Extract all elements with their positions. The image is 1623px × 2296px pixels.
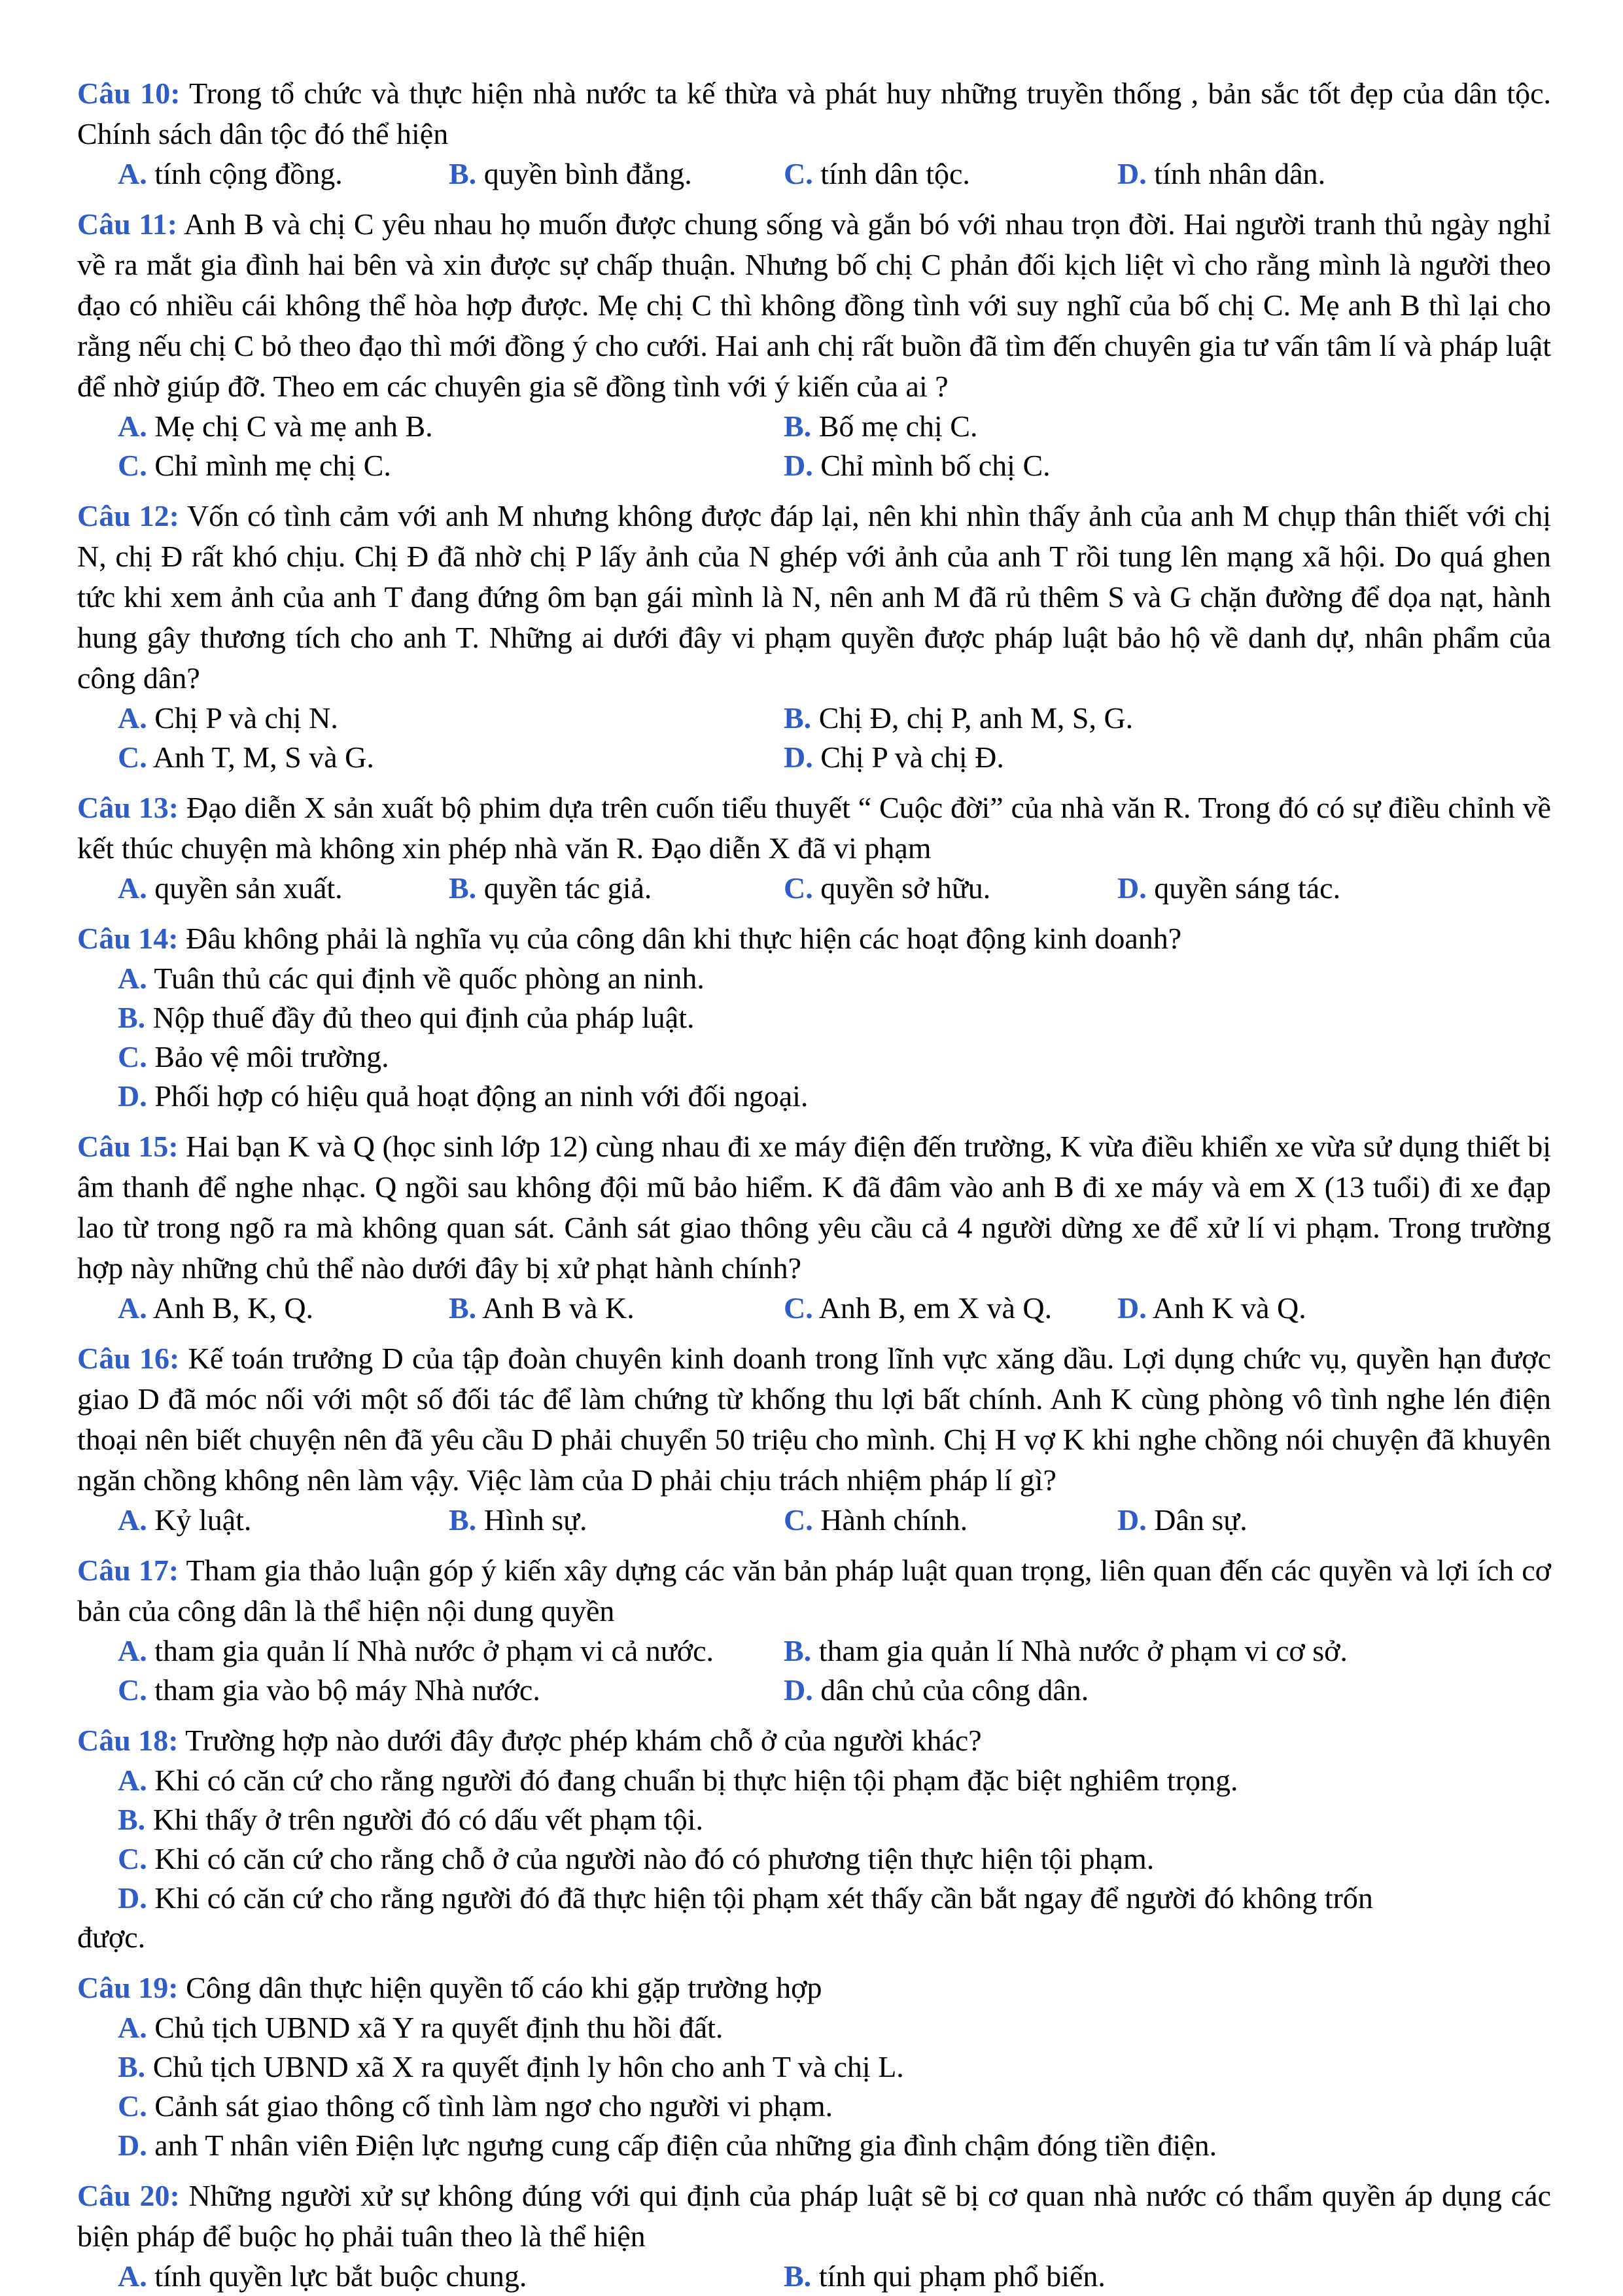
option-text: Chị Đ, chị P, anh M, S, G.: [811, 701, 1134, 735]
option-d[interactable]: [1117, 154, 1444, 194]
option-b[interactable]: [784, 2257, 1536, 2296]
question-label: Câu 18:: [77, 1724, 179, 1757]
option-b[interactable]: [77, 998, 695, 1037]
option-a[interactable]: [77, 1761, 1238, 1800]
option-text: Anh B, K, Q.: [147, 1291, 314, 1325]
option-text: tính qui phạm phổ biến.: [811, 2259, 1106, 2293]
option-a[interactable]: [77, 1631, 784, 1671]
option-letter: C.: [118, 1040, 147, 1073]
option-a[interactable]: [77, 154, 449, 194]
question-stem: [77, 2176, 1551, 2257]
question-label: Câu 11:: [77, 207, 178, 241]
option-text: Anh K và Q.: [1146, 1291, 1306, 1325]
option-a[interactable]: [77, 2008, 723, 2047]
question-18: [77, 1720, 1551, 1957]
question-19: [77, 1968, 1551, 2165]
option-text: Hình sự.: [476, 1503, 587, 1537]
options-row: [77, 1501, 1551, 1540]
question-text: Công dân thực hiện quyền tố cáo khi gặp trường hợp: [178, 1971, 822, 2004]
options-row: [77, 699, 1551, 738]
option-letter: B.: [784, 1634, 812, 1667]
option-text: Anh T, M, S và G.: [147, 740, 374, 774]
question-text: Những người xử sự không đúng với qui định của pháp luật sẽ bị cơ quan nhà nước có thẩm quyền áp dụng các biện pháp để buộc họ phải tuân theo là thể hiện: [77, 2179, 1551, 2253]
option-letter: D.: [118, 2129, 147, 2162]
option-text: Bảo vệ môi trường.: [147, 1040, 389, 1073]
option-letter: C.: [784, 157, 813, 190]
option-letter: D.: [1117, 871, 1147, 905]
option-letter: B.: [449, 871, 477, 905]
option-letter: A.: [118, 1634, 147, 1667]
option-text: quyền sở hữu.: [812, 871, 991, 905]
option-d[interactable]: [1117, 1501, 1444, 1540]
option-c[interactable]: [77, 1037, 389, 1077]
options-row: [77, 1671, 1551, 1710]
options-row: [77, 1037, 1551, 1077]
question-stem: [77, 1550, 1551, 1631]
option-letter: A.: [118, 1764, 147, 1797]
option-letter: D.: [784, 1673, 813, 1707]
options-row: [77, 2087, 1551, 2126]
options-row: [77, 1077, 1551, 1116]
option-text: Khi có căn cứ cho rằng người đó đã thực hiện tội phạm xét thấy cần bắt ngay để người đó không trốn: [147, 1881, 1373, 1915]
option-text: Dân sự.: [1146, 1503, 1248, 1537]
options-row: [77, 2126, 1551, 2165]
option-text: Khi có căn cứ cho rằng người đó đang chuẩn bị thực hiện tội phạm đặc biệt nghiêm trọng.: [147, 1764, 1238, 1797]
question-stem: [77, 496, 1551, 699]
option-letter: C.: [784, 871, 813, 905]
option-letter: B.: [449, 1291, 477, 1325]
question-text: Đạo diễn X sản xuất bộ phim dựa trên cuốn tiểu thuyết “ Cuộc đời” của nhà văn R. Trong đó có sự điều chỉnh về kết thúc chuyện mà không xin phép nhà văn R. Đạo diễn X đã vi phạm: [77, 791, 1551, 865]
option-text: Chị P và chị N.: [147, 701, 338, 735]
option-letter: A.: [118, 2011, 147, 2044]
question-12: [77, 496, 1551, 777]
option-text: Nộp thuế đầy đủ theo qui định của pháp luật.: [145, 1001, 695, 1034]
question-label: Câu 12:: [77, 499, 179, 532]
option-letter: A.: [118, 871, 147, 905]
option-letter: B.: [784, 409, 812, 443]
question-stem: [77, 204, 1551, 407]
option-b[interactable]: [77, 1800, 703, 1839]
question-stem: [77, 1968, 1551, 2008]
options-row: [77, 869, 1551, 908]
option-text: Phối hợp có hiệu quả hoạt động an ninh với đối ngoại.: [147, 1079, 809, 1113]
question-label: Câu 17:: [77, 1554, 179, 1587]
question-text: Anh B và chị C yêu nhau họ muốn được chung sống và gắn bó với nhau trọn đời. Hai người tranh thủ ngày nghỉ về ra mắt gia đình hai bên và xin được sự chấp thuận. Nhưng bố chị C phản đối kịch liệt vì cho rằng mình là người theo đạo có nhiều cái không thể hòa hợp được. Mẹ chị C thì không đồng tình với suy nghĩ của bố chị C. Mẹ anh B thì lại cho rằng nếu chị C bỏ theo đạo thì mới đồng ý cho cưới. Hai anh chị rất buồn đã tìm đến chuyên gia tư vấn tâm lí và pháp luật để nhờ giúp đỡ. Theo em các chuyên gia sẽ đồng tình với ý kiến của ai ?: [77, 207, 1551, 403]
question-text: Đâu không phải là nghĩa vụ của công dân khi thực hiện các hoạt động kinh doanh?: [178, 922, 1182, 955]
option-text: tham gia quản lí Nhà nước ở phạm vi cơ sở.: [811, 1634, 1348, 1667]
option-text: Kỷ luật.: [147, 1503, 252, 1537]
option-letter: C.: [118, 740, 147, 774]
option-a[interactable]: [77, 407, 784, 446]
options-row: [77, 738, 1551, 777]
option-d[interactable]: [784, 446, 1536, 485]
option-b[interactable]: [449, 1289, 784, 1328]
options-row: [77, 2257, 1551, 2296]
option-text: Chỉ mình bố chị C.: [812, 449, 1051, 482]
question-stem: [77, 918, 1551, 959]
option-letter: A.: [118, 1291, 147, 1325]
options-row: [77, 407, 1551, 446]
option-letter: B.: [118, 2050, 146, 2083]
option-text: Bố mẹ chị C.: [811, 409, 978, 443]
option-b[interactable]: [784, 699, 1536, 738]
option-text: Chủ tịch UBND xã X ra quyết định ly hôn cho anh T và chị L.: [145, 2050, 904, 2083]
option-b[interactable]: [77, 2047, 904, 2087]
options-row: [77, 1879, 1551, 1918]
option-text: quyền bình đẳng.: [476, 157, 692, 190]
option-letter: D.: [118, 1079, 147, 1113]
option-text: Hành chính.: [812, 1503, 968, 1537]
option-b[interactable]: [784, 407, 1536, 446]
options-row: [77, 446, 1551, 485]
question-label: Câu 20:: [77, 2179, 180, 2212]
option-letter: C.: [118, 449, 147, 482]
question-text: Tham gia thảo luận góp ý kiến xây dựng các văn bản pháp luật quan trọng, liên quan đến các quyền và lợi ích cơ bản của công dân là thể hiện nội dung quyền: [77, 1554, 1551, 1627]
option-c[interactable]: [784, 1289, 1117, 1328]
option-a[interactable]: [77, 1289, 449, 1328]
question-label: Câu 14:: [77, 922, 179, 955]
option-text: Mẹ chị C và mẹ anh B.: [147, 409, 433, 443]
option-text: tính nhân dân.: [1146, 157, 1326, 190]
question-13: [77, 788, 1551, 908]
option-letter: B.: [118, 1803, 146, 1836]
option-text: tham gia quản lí Nhà nước ở phạm vi cả nước.: [147, 1634, 714, 1667]
option-text: Chỉ mình mẹ chị C.: [147, 449, 391, 482]
question-label: Câu 16:: [77, 1342, 180, 1375]
option-text: tham gia vào bộ máy Nhà nước.: [147, 1673, 540, 1707]
option-a[interactable]: [77, 1501, 449, 1540]
question-stem: [77, 1720, 1551, 1761]
options-row: [77, 959, 1551, 998]
option-b[interactable]: [784, 1631, 1348, 1671]
option-letter: D.: [1117, 1291, 1147, 1325]
options-row: [77, 1839, 1551, 1879]
option-letter: B.: [449, 1503, 477, 1537]
option-text: Khi có căn cứ cho rằng chỗ ở của người nào đó có phương tiện thực hiện tội phạm.: [147, 1842, 1155, 1875]
option-letter: B.: [449, 157, 477, 190]
question-label: Câu 19:: [77, 1971, 179, 2004]
option-c[interactable]: [77, 1839, 1154, 1879]
question-text: Hai bạn K và Q (học sinh lớp 12) cùng nhau đi xe máy điện đến trường, K vừa điều khiển xe vừa sử dụng thiết bị âm thanh để nghe nhạc. Q ngồi sau không đội mũ bảo hiểm. K đã đâm vào anh B đi xe máy và em X (13 tuổi) đi xe đạp lao từ trong ngõ ra mà không quan sát. Cảnh sát giao thông yêu cầu cả 4 người dừng xe để xử lí vi phạm. Trong trường hợp này những chủ thể nào dưới đây bị xử phạt hành chính?: [77, 1130, 1551, 1285]
option-a[interactable]: [77, 2257, 784, 2296]
options-row: [77, 154, 1551, 194]
option-letter: B.: [118, 1001, 146, 1034]
option-d[interactable]: [77, 1879, 1373, 1918]
option-d-continuation: được.: [77, 1921, 146, 1954]
option-text: tính dân tộc.: [812, 157, 970, 190]
question-14: [77, 918, 1551, 1116]
option-b[interactable]: [449, 869, 784, 908]
question-stem: [77, 73, 1551, 154]
option-letter: D.: [1117, 157, 1147, 190]
option-c[interactable]: [784, 154, 1117, 194]
question-label: Câu 10:: [77, 77, 181, 110]
options-row: [77, 998, 1551, 1037]
option-text: anh T nhân viên Điện lực ngưng cung cấp điện của những gia đình chậm đóng tiền điện.: [147, 2129, 1217, 2162]
question-text: Trong tổ chức và thực hiện nhà nước ta kế thừa và phát huy những truyền thống , bản sắc tốt đẹp của dân tộc. Chính sách dân tộc đó thể hiện: [77, 77, 1552, 150]
option-letter: D.: [784, 449, 813, 482]
question-15: [77, 1126, 1551, 1328]
option-text: tính quyền lực bắt buộc chung.: [147, 2259, 527, 2293]
option-text: Chủ tịch UBND xã Y ra quyết định thu hồi đất.: [147, 2011, 724, 2044]
option-letter: D.: [784, 740, 813, 774]
options-row: [77, 1289, 1551, 1328]
options-row: [77, 1761, 1551, 1800]
option-letter: C.: [118, 2089, 147, 2123]
option-letter: B.: [784, 2259, 812, 2293]
question-stem: [77, 1126, 1551, 1289]
option-text: quyền sáng tác.: [1146, 871, 1341, 905]
option-c[interactable]: [784, 869, 1117, 908]
option-letter: C.: [784, 1503, 813, 1537]
option-d[interactable]: [1117, 869, 1444, 908]
option-c[interactable]: [77, 446, 784, 485]
option-b[interactable]: [449, 154, 784, 194]
option-c[interactable]: [784, 1501, 1117, 1540]
option-text: quyền sản xuất.: [147, 871, 343, 905]
question-stem: [77, 1338, 1551, 1501]
option-text: quyền tác giả.: [476, 871, 652, 905]
option-letter: C.: [784, 1291, 813, 1325]
option-a[interactable]: [77, 959, 705, 998]
option-a[interactable]: [77, 869, 449, 908]
question-11: [77, 204, 1551, 485]
option-c[interactable]: [77, 738, 784, 777]
option-d[interactable]: [77, 2126, 1217, 2165]
option-text: tính cộng đồng.: [147, 157, 343, 190]
question-10: [77, 73, 1551, 194]
option-d[interactable]: [1117, 1289, 1444, 1328]
question-text: Vốn có tình cảm với anh M nhưng không được đáp lại, nên khi nhìn thấy ảnh của anh M chụp thân thiết với chị N, chị Đ rất khó chịu. Chị Đ đã nhờ chị P lấy ảnh của N ghép với ảnh của anh T rồi tung lên mạng xã hội. Do quá ghen tức khi xem ảnh của anh T đang đứng ôm bạn gái mình là N, nên anh M đã rủ thêm S và G chặn đường để dọa nạt, hành hung gây thương tích cho anh T. Những ai dưới đây vi phạm quyền được pháp luật bảo hộ về danh dự, nhân phẩm của công dân?: [77, 499, 1551, 695]
option-text: Tuân thủ các qui định về quốc phòng an ninh.: [147, 962, 705, 995]
option-text: Anh B, em X và Q.: [812, 1291, 1053, 1325]
question-label: Câu 15:: [77, 1130, 179, 1163]
options-row: [77, 1800, 1551, 1839]
option-letter: D.: [1117, 1503, 1147, 1537]
option-letter: C.: [118, 1673, 147, 1707]
option-text: Anh B và K.: [476, 1291, 635, 1325]
option-letter: D.: [118, 1881, 147, 1915]
option-d[interactable]: [784, 1671, 1536, 1710]
options-row: [77, 2008, 1551, 2047]
option-text: dân chủ của công dân.: [812, 1673, 1089, 1707]
option-text: Chị P và chị Đ.: [812, 740, 1004, 774]
question-text: Trường hợp nào dưới đây được phép khám chỗ ở của người khác?: [178, 1724, 982, 1757]
option-b[interactable]: [449, 1501, 784, 1540]
question-20: [77, 2176, 1551, 2296]
option-letter: A.: [118, 701, 147, 735]
option-letter: A.: [118, 962, 147, 995]
question-label: Câu 13:: [77, 791, 179, 824]
option-a[interactable]: [77, 699, 784, 738]
option-letter: A.: [118, 409, 147, 443]
option-letter: A.: [118, 1503, 147, 1537]
question-stem: [77, 788, 1551, 869]
question-16: [77, 1338, 1551, 1540]
option-text: Khi thấy ở trên người đó có dấu vết phạm tội.: [145, 1803, 704, 1836]
option-c[interactable]: [77, 2087, 833, 2126]
option-text: Cảnh sát giao thông cố tình làm ngơ cho người vi phạm.: [147, 2089, 833, 2123]
question-17: [77, 1550, 1551, 1710]
options-row: [77, 2047, 1551, 2087]
options-row: [77, 1631, 1551, 1671]
question-text: Kế toán trưởng D của tập đoàn chuyên kinh doanh trong lĩnh vực xăng dầu. Lợi dụng chức vụ, quyền hạn được giao D đã móc nối với một số đối tác để làm chứng từ khống thu lợi bất chính. Anh K cùng phòng vô tình nghe lén điện thoại nên biết chuyện nên đã yêu cầu D phải chuyển 50 triệu cho mình. Chị H vợ K khi nghe chồng nói chuyện đã khuyên ngăn chồng không nên làm vậy. Việc làm của D phải chịu trách nhiệm pháp lí gì?: [77, 1342, 1551, 1497]
option-d[interactable]: [784, 738, 1536, 777]
option-letter: B.: [784, 701, 812, 735]
option-letter: A.: [118, 157, 147, 190]
option-letter: C.: [118, 1842, 147, 1875]
option-c[interactable]: [77, 1671, 784, 1710]
option-letter: A.: [118, 2259, 147, 2293]
option-d[interactable]: [77, 1077, 808, 1116]
